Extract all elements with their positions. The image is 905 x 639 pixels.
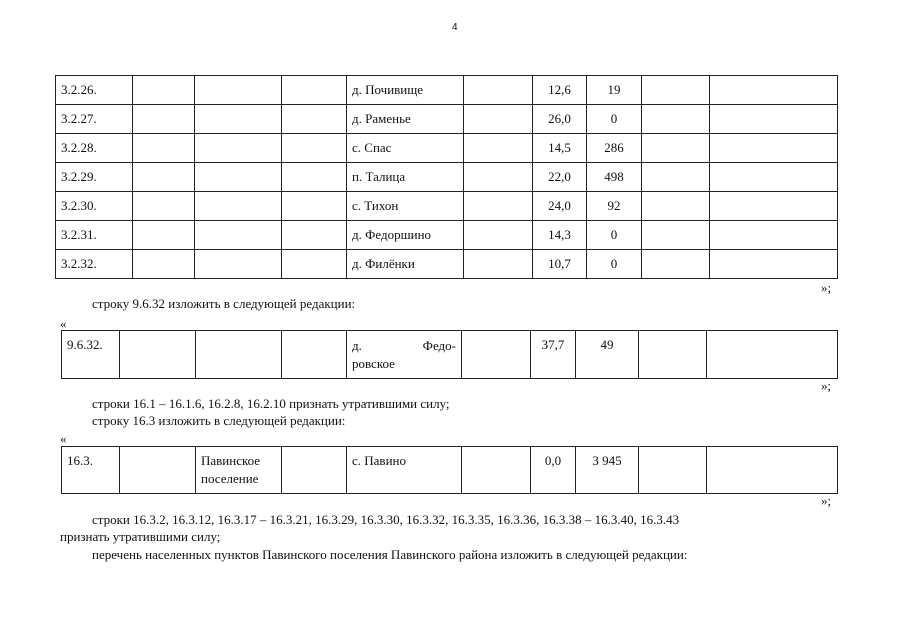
cell [464, 221, 533, 250]
cell [120, 331, 196, 379]
table-row [62, 447, 838, 494]
cell [464, 192, 533, 221]
table-row [56, 76, 838, 105]
cell [282, 134, 347, 163]
cell [195, 221, 282, 250]
settlement-name: д. Федоршино [347, 221, 464, 250]
instruction-text: строку 9.6.32 изложить в следующей редакции: [92, 296, 356, 311]
cell [282, 331, 347, 379]
cell [133, 192, 195, 221]
distance: 14,3 [533, 221, 587, 250]
row-code: 3.2.26. [56, 76, 133, 105]
cell [710, 250, 838, 279]
distance: 10,7 [533, 250, 587, 279]
distance: 37,7 [531, 331, 576, 379]
settlements-table-2 [61, 330, 838, 379]
settlement-name: с. Павино [347, 447, 462, 494]
cell [642, 221, 710, 250]
cell [133, 134, 195, 163]
cell [642, 105, 710, 134]
row-code: 3.2.29. [56, 163, 133, 192]
distance: 14,5 [533, 134, 587, 163]
cell [133, 221, 195, 250]
closing-quote: »; [821, 280, 832, 295]
row-code: 3.2.28. [56, 134, 133, 163]
distance: 0,0 [531, 447, 576, 494]
cell [464, 163, 533, 192]
population: 19 [587, 76, 642, 105]
population: 49 [576, 331, 639, 379]
table-row [56, 250, 838, 279]
cell [195, 76, 282, 105]
distance: 12,6 [533, 76, 587, 105]
cell [195, 163, 282, 192]
cell [282, 221, 347, 250]
cell [710, 134, 838, 163]
opening-quote: « [60, 431, 67, 446]
cell [642, 250, 710, 279]
settlement-name: д. Раменье [347, 105, 464, 134]
row-code: 3.2.31. [56, 221, 133, 250]
row-code: 3.2.30. [56, 192, 133, 221]
settlements-table-3 [61, 446, 838, 494]
cell [133, 105, 195, 134]
settlements-table-1 [55, 75, 838, 279]
settlement-group-part2: поселение [201, 471, 259, 486]
table-row [56, 192, 838, 221]
cell [196, 331, 282, 379]
cell [710, 221, 838, 250]
closing-quote: »; [821, 378, 832, 393]
cell [195, 192, 282, 221]
cell [282, 76, 347, 105]
cell [642, 134, 710, 163]
settlement-name: д. Филёнки [347, 250, 464, 279]
cell [710, 76, 838, 105]
population: 286 [587, 134, 642, 163]
cell [133, 163, 195, 192]
cell [120, 447, 196, 494]
instruction-text: строку 16.3 изложить в следующей редакции: [92, 413, 346, 428]
settlement-name [347, 331, 462, 379]
cell [282, 192, 347, 221]
instruction-text: строки 16.1 – 16.1.6, 16.2.8, 16.2.10 признать утратившими силу; [92, 396, 450, 411]
population: 0 [587, 221, 642, 250]
cell [464, 134, 533, 163]
table-row [56, 163, 838, 192]
page-number: 4 [452, 22, 458, 33]
cell [462, 331, 531, 379]
settlement-name-part1: д. Федо- [352, 337, 456, 353]
row-code: 16.3. [62, 447, 120, 494]
closing-quote: »; [821, 493, 832, 508]
cell [195, 105, 282, 134]
row-code: 3.2.32. [56, 250, 133, 279]
row-code: 9.6.32. [62, 331, 120, 379]
cell [464, 76, 533, 105]
table-row [56, 221, 838, 250]
cell [133, 250, 195, 279]
distance: 22,0 [533, 163, 587, 192]
settlement-name: д. Почивище [347, 76, 464, 105]
instruction-text: перечень населенных пунктов Павинского поселения Павинского района изложить в следующей редакции: [92, 547, 688, 562]
instruction-text: строки 16.3.2, 16.3.12, 16.3.17 – 16.3.21, 16.3.29, 16.3.30, 16.3.32, 16.3.35, 16.3.36, 16.3.38 – 16.3.40, 16.3.43 [92, 512, 680, 527]
cell [133, 76, 195, 105]
cell [642, 192, 710, 221]
population: 0 [587, 105, 642, 134]
cell [464, 250, 533, 279]
distance: 26,0 [533, 105, 587, 134]
cell [195, 250, 282, 279]
cell [195, 134, 282, 163]
cell [464, 105, 533, 134]
cell [707, 331, 838, 379]
settlement-name-part2: ровское [352, 355, 395, 371]
table-row [56, 105, 838, 134]
cell [707, 447, 838, 494]
settlement-group-part1: Павинское [201, 453, 261, 468]
cell [639, 331, 707, 379]
row-code: 3.2.27. [56, 105, 133, 134]
table-row [62, 331, 838, 379]
opening-quote: « [60, 316, 67, 331]
cell [642, 76, 710, 105]
cell [462, 447, 531, 494]
settlement-name: п. Талица [347, 163, 464, 192]
distance: 24,0 [533, 192, 587, 221]
population: 0 [587, 250, 642, 279]
cell [282, 105, 347, 134]
cell [282, 447, 347, 494]
table-row [56, 134, 838, 163]
cell [282, 163, 347, 192]
population: 498 [587, 163, 642, 192]
settlement-name: с. Спас [347, 134, 464, 163]
settlement-group [196, 447, 282, 494]
settlement-name: с. Тихон [347, 192, 464, 221]
cell [642, 163, 710, 192]
cell [710, 163, 838, 192]
table-1-body [56, 76, 838, 279]
cell [282, 250, 347, 279]
instruction-text-continued: признать утратившими силу; [60, 529, 221, 544]
cell [639, 447, 707, 494]
cell [710, 192, 838, 221]
cell [710, 105, 838, 134]
population: 3 945 [576, 447, 639, 494]
population: 92 [587, 192, 642, 221]
